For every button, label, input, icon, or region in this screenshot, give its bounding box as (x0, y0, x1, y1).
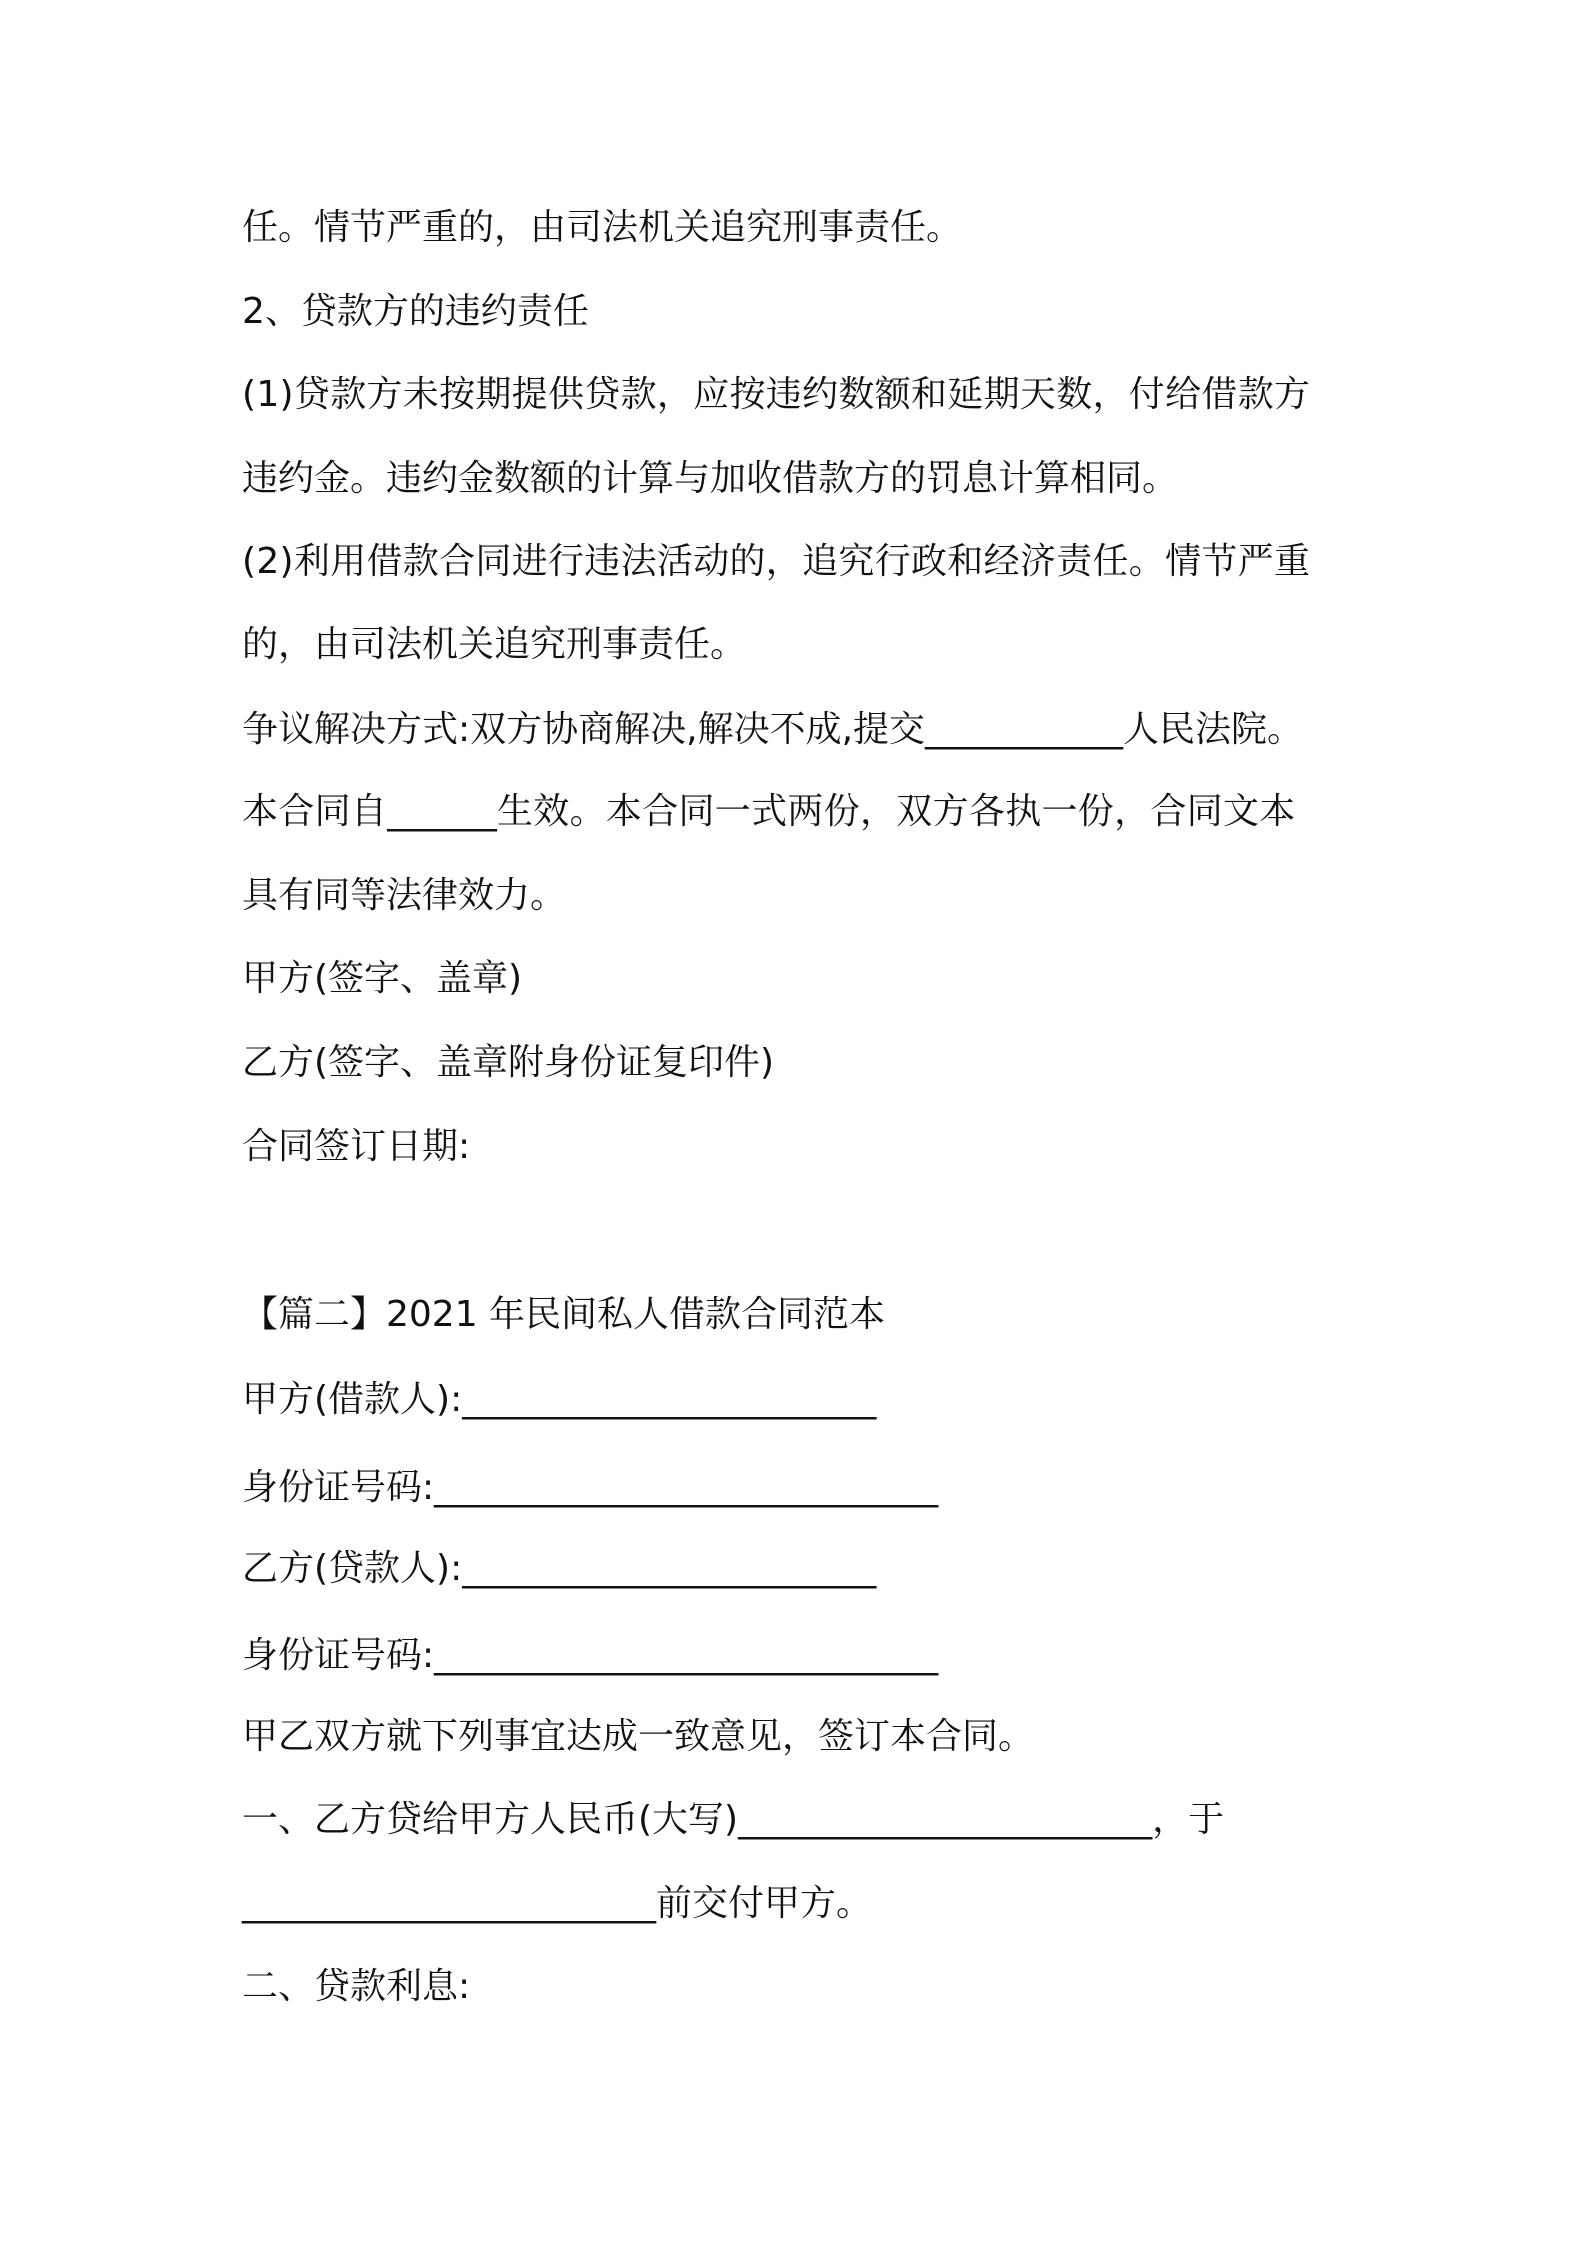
section-heading: 2、贷款方的违约责任 (242, 291, 589, 332)
section-heading: 二、贷款利息: (242, 1966, 471, 2007)
party-a-field: 甲方(借款人):_______________________ (242, 1379, 877, 1420)
paragraph-line: 具有同等法律效力。 (242, 875, 567, 916)
paragraph-line: 违约金。违约金数额的计算与加收借款方的罚息计算相同。 (242, 458, 1179, 499)
party-b-signature-label: 乙方(签字、盖章附身份证复印件) (242, 1042, 775, 1083)
paragraph-line: (1)贷款方未按期提供贷款，应按违约数额和延期天数，付给借款方 (242, 374, 1311, 415)
party-b-field: 乙方(贷款人):_______________________ (242, 1548, 877, 1589)
section-title: 【篇二】2021 年民间私人借款合同范本 (242, 1294, 886, 1335)
effective-date-line: 本合同自______生效。本合同一式两份，双方各执一份，合同文本 (242, 791, 1296, 832)
paragraph-line: 甲乙双方就下列事宜达成一致意见，签订本合同。 (242, 1716, 1035, 1757)
id-number-field: 身份证号码:____________________________ (242, 1467, 939, 1508)
id-number-field: 身份证号码:____________________________ (242, 1635, 939, 1676)
paragraph-line: (2)利用借款合同进行违法活动的，追究行政和经济责任。情节严重 (242, 541, 1311, 582)
paragraph-line: 任。情节严重的，由司法机关追究刑事责任。 (242, 207, 963, 248)
paragraph-line: 的，由司法机关追究刑事责任。 (242, 624, 747, 665)
delivery-date-line: _______________________前交付甲方。 (242, 1883, 873, 1924)
loan-amount-line: 一、乙方贷给甲方人民币(大写)_______________________，于 (242, 1799, 1225, 1840)
signing-date-label: 合同签订日期: (242, 1126, 471, 1167)
dispute-resolution-line: 争议解决方式:双方协商解决,解决不成,提交___________人民法院。 (242, 709, 1304, 750)
party-a-signature-label: 甲方(签字、盖章) (242, 958, 523, 999)
